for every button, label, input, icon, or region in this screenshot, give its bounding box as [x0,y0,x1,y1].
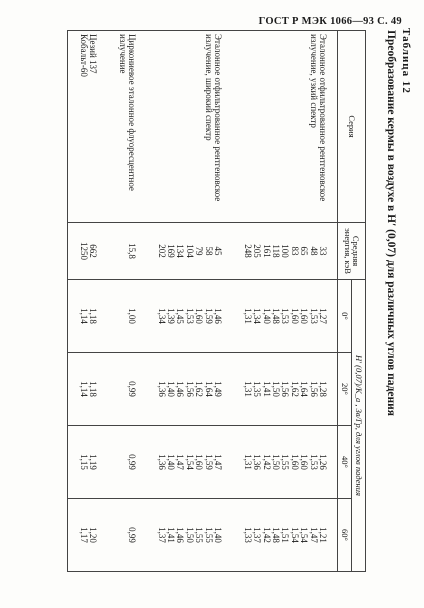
angle0-values: 1,18 1,14 [78,308,99,324]
table-row [146,31,232,572]
table-row [107,31,146,572]
energy-values: 45 58 79 104 134 169 202 [156,244,224,258]
angle20-values: 1,18 1,14 [78,381,99,397]
col-angle-60: 60° [338,498,352,571]
angle40-values: 1,19 1,15 [78,454,99,470]
col-series: Серия [338,31,366,223]
angle20-values: 0,99 [127,381,138,397]
angle60-values: 1,20 1,17 [78,527,99,543]
angle0-values: 1,00 [127,308,138,324]
angle60-values: 1,40 1,55 1,55 1,50 1,46 1,41 1,37 [156,527,224,543]
col-angle-40: 40° [338,425,352,498]
angle20-values: 1,28 1,56 1,64 1,62 1,56 1,50 1,41 1,35 1,31 [242,381,329,397]
table-number: Таблица 12 [400,28,412,94]
series-label: Эталонное отфильтрованное рентгеновское излучение, широкий спектр [203,34,224,202]
angle0-values: 1,46 1,59 1,60 1,53 1,45 1,39 1,34 [156,308,224,324]
col-angle-20: 20° [338,352,352,425]
angle40-values: 0,99 [127,454,138,470]
table-row [68,31,107,572]
energy-values: 33 48 65 83 100 118 161 205 248 [242,244,329,258]
angle40-values: 1,47 1,59 1,60 1,54 1,47 1,40 1,36 [156,454,224,470]
col-group-header: H′ (0,07)/K_a , Зв/Гр, для углов падения [352,280,366,572]
series-label: Эталонное отфильтрованное рентгеновское излучение, узкий спектр [308,34,329,202]
angle60-values: 1,21 1,47 1,54 1,54 1,51 1,48 1,42 1,37 1,33 [242,527,329,543]
energy-values: 15,8 [127,243,138,259]
energy-values: 662 1250 [78,242,99,260]
col-angle-0: 0° [338,280,352,353]
angle20-values: 1,49 1,64 1,62 1,56 1,46 1,40 1,36 [156,381,224,397]
page-header: ГОСТ Р МЭК 1066—93 С. 49 [258,16,402,27]
angle0-values: 1,27 1,53 1,60 1,60 1,53 1,48 1,40 1,34 1,31 [242,308,329,324]
table-row [232,31,337,572]
angle40-values: 1,26 1,53 1,60 1,60 1,55 1,50 1,42 1,36 1,31 [242,454,329,470]
series-label: Цезий 137 Кобальт-60 [78,34,99,77]
angle60-values: 0,99 [127,527,138,543]
table-title: Преобразование кермы в воздухе в H′ (0,07) для различных углов падения [385,30,397,416]
conversion-table [67,30,366,572]
series-label: Циркониевое эталонное флуоресцентное излучение [117,34,138,191]
col-energy: Средняя энергия, кэВ [338,223,366,280]
